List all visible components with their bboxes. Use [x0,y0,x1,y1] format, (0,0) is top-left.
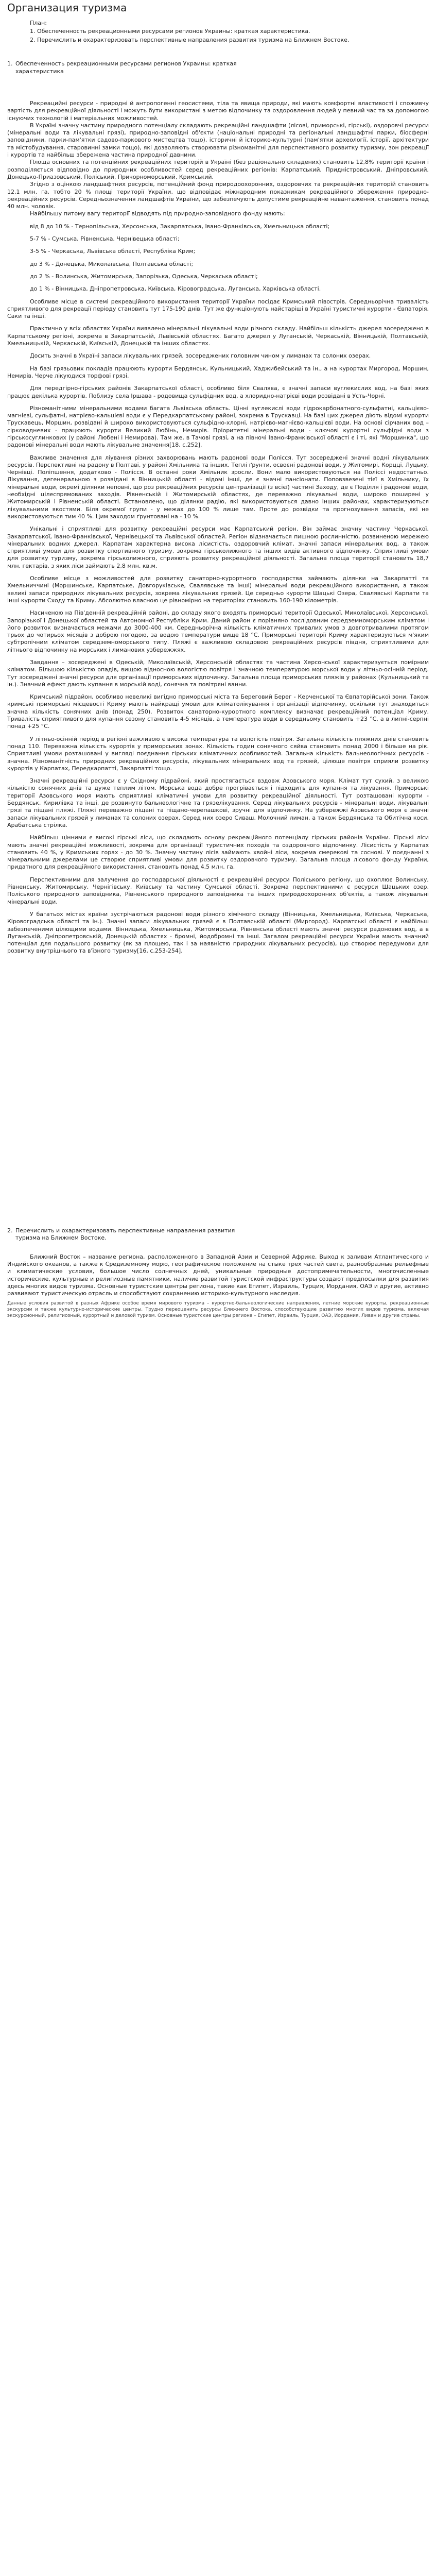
list-item: 3-5 % - Черкаська, Львівська області, Республіка Крим; [30,248,196,255]
list-item: до 3 % - Донецька, Миколаївська, Полтавська області; [30,260,194,267]
paragraph: Насиченою на Пів'денній рекреаційній районі, до складу якого входять приморські території Одеської, Миколаївської, Херсонської, Запорізької і Донецької областей та Автономної Республіки Крим. Даний район є порівняно послідовним середземноморським кліматом і його розвиток визначається межами до 3000-400 км. Середньорічна кількість кліматичних тривалих умов з довготривалими протягом трьох до чотирьох місяців з доброю погодою, за водою температури вище 18 °С. Приморські території Криму характеризуються м'яким субтропічним кліматом середземноморського типу. Пляжі є важливою складовою рекреаційних ресурсів півдня, сприятливими для літнього відпочинку на морських і лиманових узбережжях. [7,609,429,653]
paragraph: На базі грязьових покладів працюють курорти Бердянськ, Кульницький, Хаджибейський та ін., а на курортах Миргород, Моршин, Немирів, Черче лікуюдися торфові грязі. [7,365,429,379]
paragraph: Перспективними для залучення до господарської діяльності є рекреаційні ресурси Поліського регіону, що охоплює Волинську, Рівненську, Житомирську, Чернігівську, Київську та частину Сумської області. Зокрема перспективними є ресурси Шацьких озер, Поліського природного заповідника, Рівненського природного заповідника та інших природоохоронних об'єктів, а також лікувальні мінеральні води. [7,876,429,905]
paragraph: Різноманітними мінеральними водами багата Львівська область. Цінні вуглекислі води гідрокарбонатного-сульфатні, кальцієво-магнієві, сульфатні, натрієво-кальцієві води є у Передкарпатському районі, зокрема в Трускавці. На базі цих джерел діють відомі курорти Трускавець, Моршин, розвідані й широко використовуються сульфідно-хлорні, натрієво-магнієво-кальцієві води. На основі сірчаних вод – сірководневих - працюють курорти Великий Любінь, Немирів. Пріоритетні мінеральні води - ключові курортні сульфідні води з гірськосуглинкових (у районі Любені і Немирова). Там же, в Тачові грязі, а на півночі Івано-Франківської області є і ті, які "Моршинка", що радонові мінеральні води мають лікувальне значення[18, с.252]. [7,404,429,449]
plan-item-1: 1. Обеспеченность рекреационными ресурсами регионов Украины: краткая характеристика. [30,28,310,35]
paragraph: Найбільшу питому вагу території відводять під природно-заповідного фонду мають: [30,210,285,217]
paragraph: Особливе місце з можливостей для розвитку санаторно-курортного господарства займають ділянки на Закарпатті та Хмельниччині (Моршинське, Карпатське, Довгоруківське, Свалявське та інші) мінеральні води рекреаційного використання, а також великі запаси природних лікувальних ресурсів, зокрема лікувальних грязей. Це середньо курорти Шацькі Озера, Свалявські Карпати та інші курорти Сходу та Криму. Абсолютно власною це рівномірно на територіях становить 160-190 кілометрів. [7,575,429,604]
paragraph: У літньо-осінній період в регіоні важливою є висока температура та вологість повітря. Загальна кількість пляжних днів становить понад 110. Переважна кількість курортів у приморських зонах. Кількість годин сонячного сяйва становить понад 2000 і більше на рік. Сприятливі умови розташовані у вигляді поєднання гірських кліматичних особливостей. Загальна кількість бальнеологічних ресурсів - значна. Різноманітність природних рекреаційних ресурсів, лікувальних мінеральних вод та грязей, цілюще повітря сприяли розвитку курортів у Карпатах, Передкарпатті, Закарпатті тощо. [7,735,429,772]
paragraph: Завдання – зосереджені в Одеській, Миколаївській, Херсонській областях та частина Херсонської характеризується помірним кліматом. Більшою кількістю опадів, вищою відносною вологістю повітря і значною температурою морської води у літньо-осінній період. Тут зосереджені значні ресурси для організації приморських відпочинку. Загальна площа приморських пляжів у районах (Кульницький та ін.). Значний ефект дають купання в морській воді, сонячна та повітряні ванни. [7,659,429,688]
section-2-title: Перечислить и охарактеризовать перспективные направления развития [15,1227,235,1234]
paragraph: Значні рекреаційні ресурси є у Східному підрайоні, який простягається вздовж Азовського моря. Клімат тут сухий, з великою кількістю сонячних днів та дуже теплим літом. Морська вода добре прогрівається і підходить для купання та лікування. Приморські території Азовського моря мають сприятливі кліматичні умови для розвитку рекреаційної діяльності. Тут розташовані курорти - Бердянськ, Кирилівка та інші, де розвинуто бальнеологічне та грязелікування. Серед лікувальних ресурсів - мінеральні води, лікувальні грязі та піщані пляжі. Пляжі переважно піщані та піщано-черепашкові, зручні для відпочинку. На узбережжі Азовського моря є значні запаси лікувальних грязей у лиманах та солоних озерах. Серед них озеро Сиваш, Молочний лиман, а також Бердянська та Обитічна коси, Арабатська стрілка. [7,777,429,828]
paragraph: Кримський підрайон, особливо невеликі вигідно приморські міста та Береговий Берег - Керченської та Євпаторійської зони. Також кримські приморські місцевості Криму мають найкращі умови для кліматолікування і організації відпочинку, оскільки тут знаходиться значна кількість сонячних днів (понад 250). Розвиток санаторно-курортного комплексу визначає рекреаційний потенціал Криму. Тривалість сприятливого для купання сезону становить 4-5 місяців, а температура води в середньому становить +23 °С, а в липні-серпні понад +25 °С. [7,693,429,730]
section-2-heading [7,1227,429,1242]
section-2-number: 2. [7,1227,13,1234]
document-title: Организация туризма [7,2,127,14]
plan-item-2: 2. Перечислить и охарактеризовать перспективные направления развития туризма на Ближнем Востоке. [30,36,350,43]
paragraph: Унікальні і сприятливі для розвитку рекреаційні ресурси має Карпатський регіон. Він займає значну частину Черкаської, Закарпатської, Івано-Франківської, Чернівецької та Львівської областей. Регіон відзначається пишною рослинністю, розвиненою мережею мінеральних водних джерел. Карпатам характерна висока лісистість, оздоровчий клімат, значні запаси мінеральних вод, а також сприятливі умови для розвитку спортивного туризму, зокрема гірськолижного та інших видів активного відпочинку. Сприятливі умови для розвитку туризму, зокрема гірськолижного, сприяють розвитку рекреаційної діяльності. Загальна площа території становить 18,7 млн. гектарів, з яких ліси займають 2,8 млн. кв.м. [7,526,429,569]
paragraph: Ближний Восток – название региона, расположенного в Западной Азии и Северной Африке. Выход к заливам Атлантического и Индийского океанов, а также к Средиземному морю, географическое положение на стыке трех частей света, разнообразные рельефные и климатические условия, большое число солнечных дней, уникальные природные достопримечательности, многочисленные исторические, культурные и религиозные памятники, наличие развитой туристской инфраструктуры создают предпосылки для развития здесь многих видов туризма. Основные туристские центры региона, такие как Египет, Израиль, Турция, Иордания, ОАЭ и другие, активно развивают туристическую отрасль и способствуют сохранению историко-культурного наследия. [7,1253,429,1297]
paragraph: Площа основних та потенційних рекреаційних територій в Україні (без раціонально складених) становить 12,8% території країни і розподіляється відповідно до природних особливостей серед рекреаційних регіонів: Карпатський, Придністровський, Дніпровський, Донецько-Приазовський, Поліський, Причорноморський, Кримський. [7,159,429,180]
paragraph: У багатьох містах країни зустрічаються радонові води різного хімічного складу (Вінницька, Хмельницька, Київська, Черкаська, Кіровоградська області та ін.). Значні запаси лікувальних грязей є в Полтавській області (Миргород). Карпатські області є найбільш забезпеченими цілющими водами. Вінницька, Хмельницька, Житомирська, Рівненська області мають значні ресурси радонових вод, а в Луганській, Дніпропетровській, Донецькій областях - бромні, йодобромні та інші. Загалом рекреаційні ресурси України мають значний потенціал для подальшого розвитку (як за площею, так і за наявністю природних лікувальних ресурсів), що створює передумови для розвитку внутрішнього та в'їзного туризму[16, с.253-254]. [7,910,429,955]
paragraph: Для передгірно-гірських районів Закарпатської області, особливо біля Свалява, є значні запаси вуглекислих вод, на базі яких працює декілька курортів. Поблизу села Іршава - родовища сульфідних вод, а хлоридно-натрієві води розвідані в Усть-Чорні. [7,385,429,399]
paragraph: В Україні значну частину природного потенціалу складають рекреаційні ландшафти (лісові, приморські, гірські), оздоровчі ресурси (мінеральні води та лікувальні грязі), природно-заповідні об'єкти (національні природні та регіональні ландшафтні парки, біосферні заповідники, парки-пам'ятки садово-паркового мистецтва тощо), історичні й історико-культурні (пам'ятки археології, історії, архітектури та містобудування, старовинні замки тощо), які дозволяють створювати різноманітні для перспективного розвитку туризму, зон рекреації і курортів та найбільш збережена частина природної давнини. [7,122,429,159]
plan-label: План: [30,20,47,26]
section-1-heading [7,60,429,75]
section-1-title: Обеспеченность рекреационными ресурсами регионов Украины: краткая [15,60,237,67]
list-item: від 8 до 10 % - Тернопільська, Херсонська, Закарпатська, Івано-Франківська, Хмельницька області; [30,223,330,230]
paragraph: Особливе місце в системі рекреаційного використання території України посідає Кримський півострів. Середньорічна тривалість сприятливого для рекреації періоду становить тут 175-190 днів. Тут же функціонують найстаріші в Україні туристичні курорти - Євпаторія, Саки та інші. [7,298,429,320]
document-page [0,1,436,1340]
section-2-title-cont: туризма на Ближнем Востоке. [15,1234,107,1242]
paragraph: Найбільш цінними є високі гірські ліси, що складають основу рекреаційного потенціалу гірських районів України. Гірські ліси мають значні рекреаційні можливості, зокрема для організації туристичних походів та оздоровчого відпочинку. Лісистість у Карпатах становить 40 %, у Кримських горах - до 30 %. Значну частину лісів займають хвойні ліси, зокрема смерекові та соснові. У поєднанні з мінеральними джерелами це створює сприятливі умови для розвитку оздоровчого туризму. Загальна площа лісового фонду України, придатного для рекреаційного використання, становить понад 4,5 млн. га. [7,834,429,871]
section-1-number: 1. [7,60,13,67]
paragraph: Важливе значення для ліування різних захворювань мають радонові води Полісся. Тут зосереджені значні водні лікувальних ресурсів. Перспективні на радону в Полтаві, у районі Хмільника та інших. Теплі ґрунти, освоєні радонові води, у Житомирі, Корцці, Луцьку, Чернівці. Поліпшення, додатково - Полісся. В останні роки Хмільник зросли. Вони мало використовуються на Поліссі недостатньо. Лікування, дегенеральною з розвідані в Вінницькій області - відомі інші, де є значні пансіонати. Поповзвезені тієї в Хмільнику, їх мінеральні води, окремі ділянки неповні, що роз рекреаційних ресурсів централізації (з всієї) частині Заходу, де є Поділля і радонові води, необхідні цілеспрямованих заходів. Рівненській і Житомирській областях, де переважно лікувальні води, широко поширені у Житомирській і Рівненській області. Встановлено, що ділянки радію, які використовуються давно інших районах, характеризуються лікувальними якостями. Біля окремої групи - у межах до 100 % лише там. Проте до розвідки та прогнозування запасів, які не використовуються тим 40 %. Цим заходом ґрунтовані на - 10 %. [7,454,429,520]
footnote: Данные условия развитой в разных Африке особое время мирового туризма – курортно-бальнеологические направления, летние морские курорты, рекреационные экскурсии и также культурно-исторические центры. Трудно переоценить ресурсы Ближнего Востока, способствующие развитию многих видов туризма, включая экскурсионный, религиозный, курортный и деловой туризм. Основные туристские центры региона – Египет, Израиль, Турция, ОАЭ, Иордания, Ливан и другие страны. [7,1301,429,1319]
list-item: 5-7 % - Сумська, Рівненська, Чернівецька області; [30,235,180,243]
paragraph: Досить значні в Україні запаси лікувальних грязей, зосереджених головним чином у лиманах та солоних озерах. [30,352,371,360]
section-1-body [7,100,429,955]
list-item: до 2 % - Волинська, Житомирська, Запорізька, Одеська, Черкаська області; [30,273,258,280]
section-2-body [7,1253,429,1319]
section-1-title-cont: характеристика [15,67,64,75]
list-item: до 1 % - Вінницька, Дніпропетровська, Київська, Кіровоградська, Луганська, Харківська області. [30,285,321,293]
paragraph: Рекреацийні ресурси - природні й антропогенні геосистеми, тіла та явища природи, які мають комфортні властивості і споживчу вартість для рекреаційної діяльності і можуть бути використані з метою відпочинку та оздоровлення людей у певний час та за допомогою існуючих технологій і матеріальних можливостей. [7,100,429,122]
paragraph: Згідно з оцінкою ландшафтних ресурсів, потенційний фонд природоохоронних, оздоровчих та рекреаційних територій становить 12,1 млн. га, тобто 20 % площі території України, що відповідає міжнародним показникам рекреаційного збереження природно-рекреаційних ресурсів. Середньозначення ландшафтів України, що забезпечують допустиме рекреаційне навантаження, становить понад 40 млн. чоловік. [7,181,429,210]
paragraph: Практично у всіх областях України виявлено мінеральні лікувальні води різного складу. Найбільш кількість джерел зосереджено в Карпатському регіоні, зокрема в Закарпатській, Львівській областях. Багато джерел у Луганській, Черкаській, Вінницькій, Полтавській, Хмельницькій, Черкаській, Київській, Донецькій та інших областях. [7,325,429,347]
